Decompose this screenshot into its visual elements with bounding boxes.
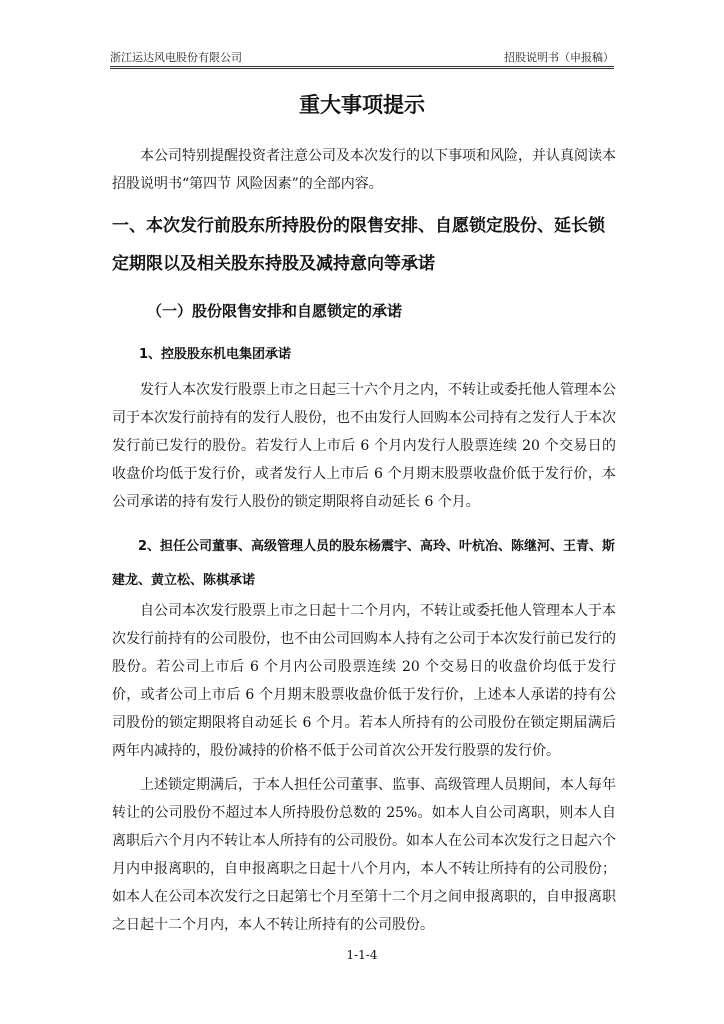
- item-heading-2: 2、担任公司董事、高级管理人员的股东杨震宇、高玲、叶杭冶、陈继河、王青、斯建龙、黄立松、陈棋承诺: [112, 539, 616, 588]
- item-2-paragraph-1: 自公司本次发行股票上市之日起十二个月内，不转让或委托他人管理本人于本次发行前持有的公司股份，也不由公司回购本人持有之公司于本次发行前已发行的股份。若公司上市后 6 个月内公司股票连续 20 个交易日的收盘价均低于发行价，或者公司上市后 6 个月期末股票收盘价低于发行价，上述本人承诺的持有公司股份的锁定期限将自动延长 6 个月。若本人所持有的公司股份在锁定期届满后两年内减持的，股份减持的价格不低于公司首次公开发行股票的发行价。: [112, 603, 616, 759]
- section-heading-1: 一、本次发行前股东所持股份的限售安排、自愿锁定股份、延长锁定期限以及相关股东持股及减持意向等承诺: [112, 216, 605, 274]
- page-header: [110, 49, 614, 67]
- header-company-name: 浙江运达风电股份有限公司: [110, 51, 242, 64]
- item-2-paragraph-2: 上述锁定期满后，于本人担任公司董事、监事、高级管理人员期间，本人每年转让的公司股份不超过本人所持股份总数的 25%。如本人自公司离职，则本人自离职后六个月内不转让本人所持有的公司股份。如本人在公司本次发行之日起六个月内申报离职的，自申报离职之日起十八个月内，本人不转让所持有的公司股份；如本人在公司本次发行之日起第七个月至第十二个月之间申报离职的，自申报离职之日起十二个月内，本人不转让所持有的公司股份。: [112, 777, 616, 933]
- intro-paragraph: 本公司特别提醒投资者注意公司及本次发行的以下事项和风险，并认真阅读本招股说明书“第四节 风险因素”的全部内容。: [112, 148, 616, 192]
- item-heading-1: 1、控股股东机电集团承诺: [139, 347, 292, 362]
- header-document-title: 招股说明书（申报稿）: [504, 51, 614, 64]
- page-number: 1-1-4: [346, 948, 378, 962]
- item-1-paragraph: 发行人本次发行股票上市之日起三十六个月之内，不转让或委托他人管理本公司于本次发行前持有的发行人股份，也不由发行人回购本公司持有之发行人于本次发行前已发行的股份。若发行人上市后 6 个月内发行人股票连续 20 个交易日的收盘价均低于发行价，或者发行人上市后 6 个月期末股票收盘价低于发行价，本公司承诺的持有发行人股份的锁定期限将自动延长 6 个月。: [112, 382, 616, 510]
- page-title: 重大事项提示: [299, 93, 425, 117]
- subsection-heading-1: （一）股份限售安排和自愿锁定的承诺: [147, 302, 403, 320]
- header-divider: [110, 66, 614, 69]
